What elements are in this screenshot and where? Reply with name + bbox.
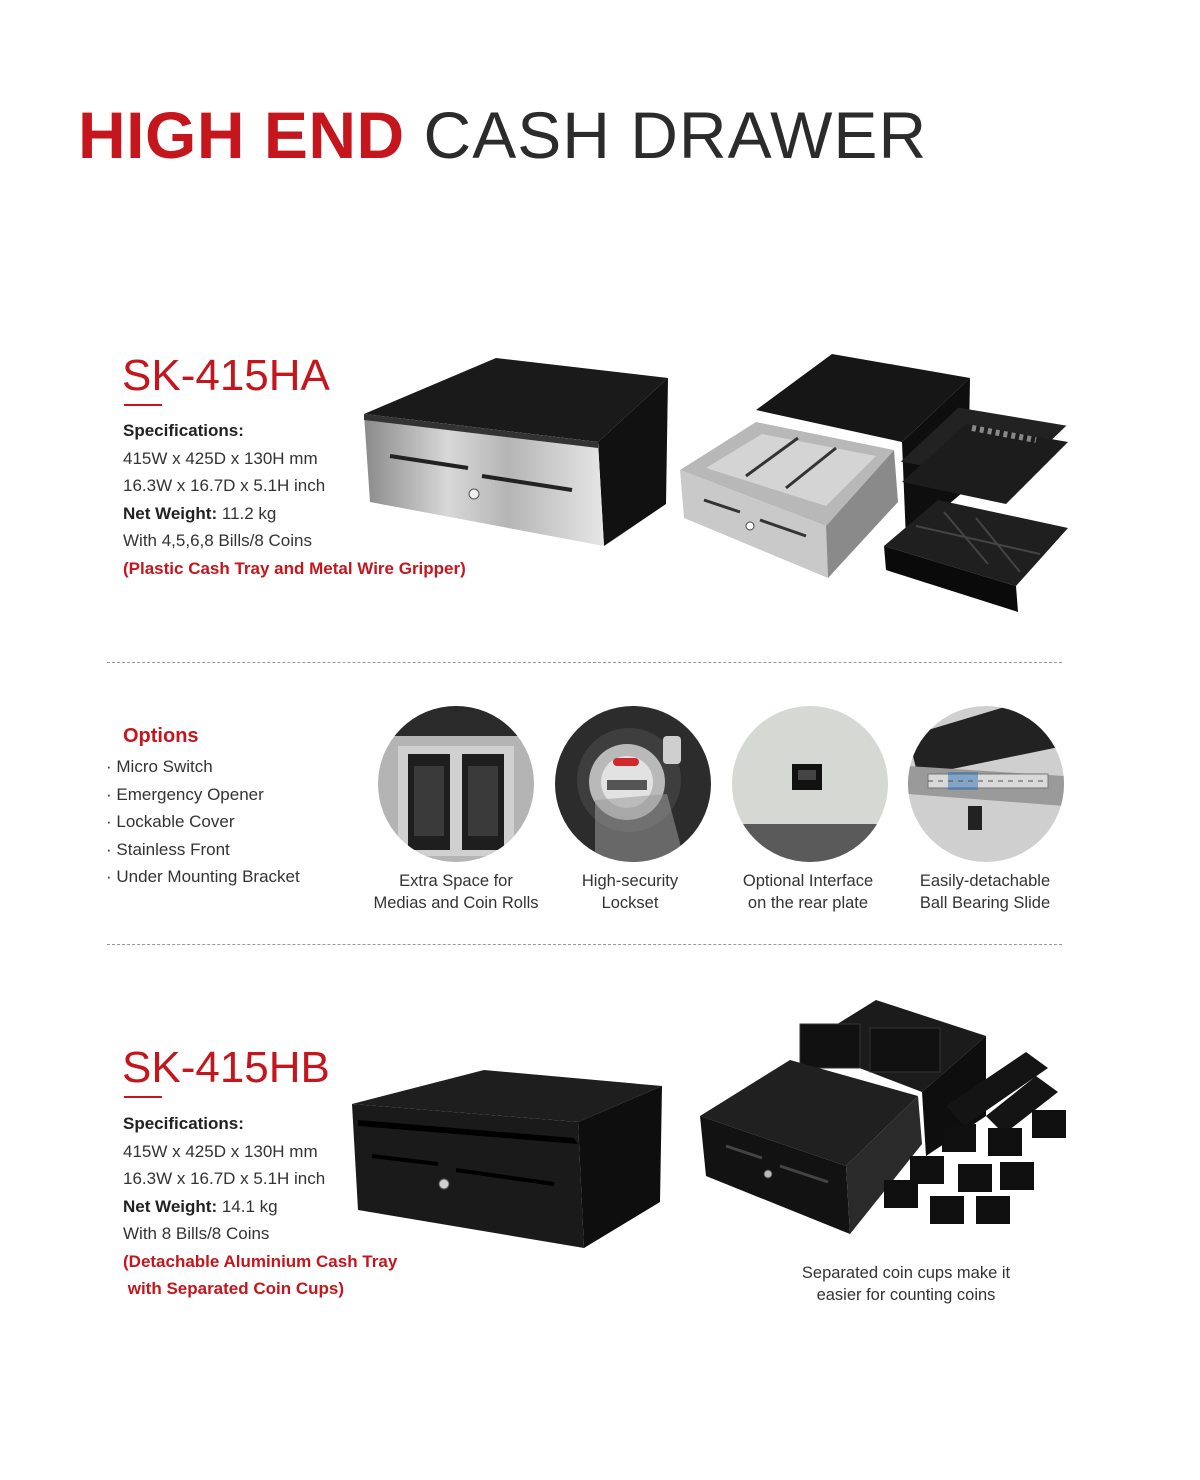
model-sk415hb: SK-415HB <box>122 1043 330 1092</box>
spec-label: Specifications: <box>123 421 244 440</box>
option-item: · Lockable Cover <box>106 812 235 831</box>
weight-value: 14.1 kg <box>217 1196 278 1216</box>
feature-caption-interface <box>708 870 908 914</box>
weight-label: Net Weight: <box>123 503 218 523</box>
spec-dim-mm: 415W x 425D x 130H mm <box>123 448 318 468</box>
option-item: · Under Mounting Bracket <box>106 867 300 886</box>
caption-line: High-security <box>581 872 679 890</box>
caption-coin-cups <box>774 1262 1038 1306</box>
caption-line: on the rear plate <box>747 894 869 912</box>
spec-config: With 4,5,6,8 Bills/8 Coins <box>123 531 312 550</box>
caption-line: Separated coin cups make it <box>801 1264 1011 1282</box>
spec-dim-inch: 16.3W x 16.7D x 5.1H inch <box>123 1169 326 1188</box>
caption-line: Easily-detachable <box>919 872 1051 890</box>
drawer-closed-stainless-image <box>360 352 672 548</box>
options-title: Options <box>123 725 199 747</box>
feature-caption-lockset <box>530 870 730 914</box>
spec-note-line2: with Separated Coin Cups) <box>123 1279 345 1298</box>
caption-line: Optional Interface <box>742 872 874 890</box>
option-item: · Emergency Opener <box>106 784 264 804</box>
drawer-open-plastic-tray-image <box>676 350 1070 618</box>
spec-note: (Plastic Cash Tray and Metal Wire Gripper) <box>123 558 466 578</box>
model-underline <box>124 404 162 406</box>
page-title <box>78 95 927 175</box>
section-divider <box>107 662 1062 663</box>
feature-photo-extra-space <box>378 706 534 862</box>
spec-dim-inch: 16.3W x 16.7D x 5.1H inch <box>123 476 326 495</box>
feature-caption-extra-space <box>356 870 556 914</box>
drawer-closed-black-image <box>348 1062 666 1250</box>
weight-label: Net Weight: <box>123 1196 218 1216</box>
caption-line: Ball Bearing Slide <box>919 894 1051 912</box>
title-light: CASH DRAWER <box>423 98 928 172</box>
spec-config: With 8 Bills/8 Coins <box>123 1224 270 1243</box>
caption-line: Lockset <box>601 894 659 912</box>
caption-line: Extra Space for <box>399 872 513 890</box>
feature-photo-lockset <box>555 706 711 862</box>
spec-note-line1: (Detachable Aluminium Cash Tray <box>123 1251 398 1271</box>
caption-line: easier for counting coins <box>816 1286 996 1304</box>
title-bold: HIGH END <box>78 98 405 172</box>
model-sk415ha: SK-415HA <box>122 351 330 400</box>
caption-line: Medias and Coin Rolls <box>373 894 539 912</box>
option-item: · Micro Switch <box>106 757 213 776</box>
spec-label: Specifications: <box>123 1114 244 1133</box>
weight-value: 11.2 kg <box>217 503 277 523</box>
options-list <box>106 753 300 891</box>
option-item: · Stainless Front <box>106 839 230 859</box>
feature-photo-interface <box>732 706 888 862</box>
model-underline <box>124 1096 162 1098</box>
spec-dim-mm: 415W x 425D x 130H mm <box>123 1141 318 1161</box>
feature-photo-ball-bearing-slide <box>908 706 1064 862</box>
drawer-open-coin-cups-image <box>696 996 1080 1240</box>
feature-caption-ball-bearing-slide <box>885 870 1085 914</box>
section-divider <box>107 944 1062 945</box>
